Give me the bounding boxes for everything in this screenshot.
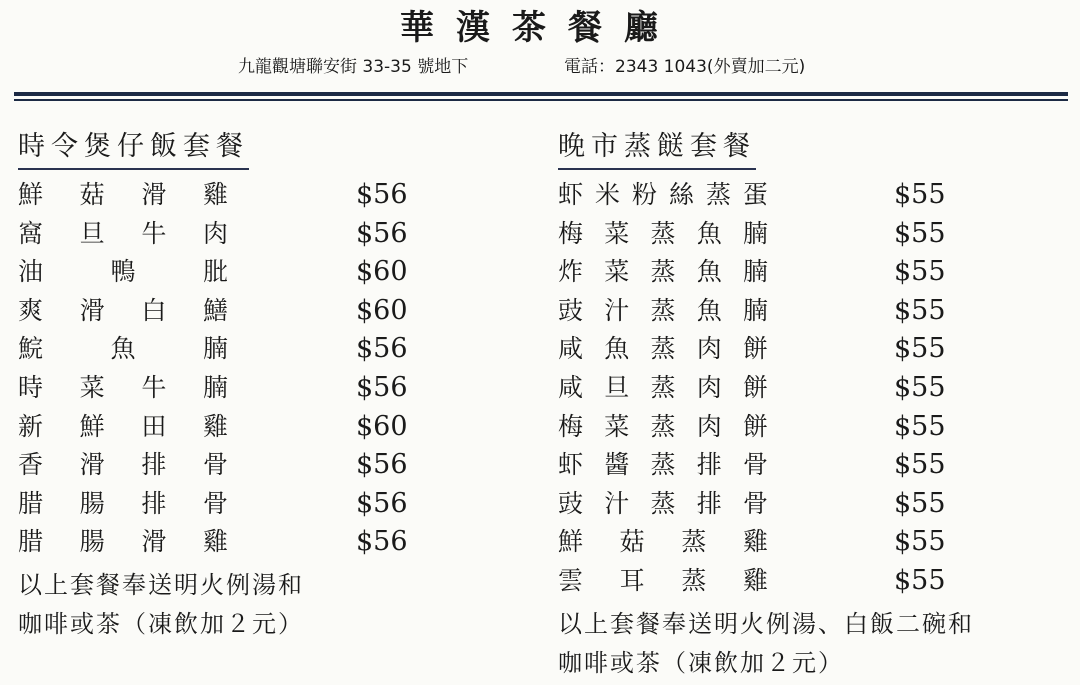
menu-item-name-char: 鮮: [79, 411, 105, 441]
menu-item-name-char: 雞: [202, 527, 228, 557]
menu-item-name-char: 雞: [742, 565, 768, 595]
menu-item-price: $55: [894, 179, 946, 210]
menu-item-name-char: 耳: [619, 565, 645, 595]
menu-item: [558, 253, 1058, 292]
menu-item-name-char: 腸: [79, 488, 105, 518]
menu-item: [558, 446, 1058, 485]
menu-item: [18, 176, 488, 215]
menu-item-price: $60: [356, 294, 408, 326]
menu-item-name-char: 菜: [604, 218, 630, 248]
menu-item-price: $56: [356, 526, 408, 558]
menu-item: [558, 330, 1058, 369]
menu-item-name-char: 腩: [202, 372, 228, 402]
menu-item-price: $56: [356, 333, 408, 365]
section-note-line1: 以上套餐奉送明火例湯、白飯二碗和: [558, 609, 974, 638]
menu-item-name-char: 鮮: [18, 180, 44, 209]
menu-item-name-char: 牛: [141, 218, 167, 248]
menu-item-name-char: 肶: [202, 257, 228, 287]
menu-item-name: [18, 446, 228, 484]
menu-item-name: [558, 253, 768, 291]
menu-item-price: $55: [894, 526, 946, 558]
menu-item-name-char: 新: [18, 411, 44, 441]
menu-item-name-char: 雞: [742, 527, 768, 557]
menu-item-name-char: 虾: [558, 450, 584, 480]
menu-item-name-char: 餅: [742, 411, 768, 441]
section-title: 晚市蒸餸套餐: [558, 128, 756, 170]
menu-item-name-char: 雞: [202, 411, 228, 441]
menu-item-name-char: 田: [141, 411, 167, 441]
menu-item-name-char: 排: [141, 450, 167, 480]
menu-item: [18, 446, 488, 485]
menu-item: [18, 253, 488, 292]
menu-item-name-char: 魚: [604, 334, 630, 364]
menu-item-price: $60: [356, 256, 408, 288]
menu-item-name-char: 咸: [558, 334, 584, 364]
menu-item-name-char: 肉: [696, 372, 722, 402]
menu-item-list: [558, 176, 1058, 601]
menu-item-price: $60: [356, 410, 408, 442]
menu-item-name-char: 菇: [619, 527, 645, 557]
menu-item-name-char: 蒸: [650, 372, 676, 402]
menu-item-name-char: 腊: [18, 488, 44, 518]
menu-item-name-char: 菜: [604, 257, 630, 287]
menu-item-name-char: 菇: [79, 180, 105, 209]
menu-item: [558, 369, 1058, 408]
menu-item-name-char: 梅: [558, 218, 584, 248]
menu-item-name-char: 蒸: [650, 411, 676, 441]
menu-item-price: $56: [356, 371, 408, 403]
menu-item-name-char: 蒸: [650, 488, 676, 518]
menu-item-name-char: 骨: [202, 488, 228, 518]
menu-item: [558, 215, 1058, 254]
menu-item-name-char: 豉: [558, 295, 584, 325]
menu-item-name-char: 白: [141, 295, 167, 325]
menu-item-name-char: 排: [141, 488, 167, 518]
menu-item-name-char: 腩: [202, 334, 228, 364]
menu-item-name: [18, 292, 228, 330]
steamed-dish-section: [558, 128, 1058, 683]
menu-item-name: [558, 176, 768, 214]
menu-item-name: [558, 330, 768, 368]
menu-item-name: [18, 369, 228, 407]
claypot-rice-section: [18, 128, 488, 644]
menu-item: [18, 215, 488, 254]
menu-item-name-char: 骨: [742, 488, 768, 518]
menu-item-name: [558, 485, 768, 523]
menu-item-name-char: 排: [696, 488, 722, 518]
restaurant-name: 華漢茶餐廳: [400, 8, 680, 48]
menu-item-name-char: 腊: [18, 527, 44, 557]
menu-item-name-char: 肉: [202, 218, 228, 248]
menu-item-price: $56: [356, 449, 408, 481]
section-note-line2: 咖啡或茶（凍飲加２元）: [18, 609, 304, 638]
menu-item-name-char: 骨: [202, 450, 228, 480]
menu-item-name-char: 腸: [79, 527, 105, 557]
menu-item-name: [558, 446, 768, 484]
menu-item-name: [18, 523, 228, 561]
menu-item-name-char: 腩: [742, 257, 768, 287]
menu-item-name-char: 餅: [742, 334, 768, 364]
menu-item-name-char: 豉: [558, 488, 584, 518]
menu-item-list: [18, 176, 488, 562]
menu-item-name-char: 米: [594, 180, 620, 209]
menu-item-name: [558, 523, 768, 561]
menu-item-name-char: 汁: [604, 295, 630, 325]
menu-item-price: $55: [894, 487, 946, 519]
section-title: 時令煲仔飯套餐: [18, 128, 249, 170]
menu-item: [558, 408, 1058, 447]
menu-item-name-char: 虾: [558, 180, 584, 209]
menu-item-name-char: 粉: [631, 180, 657, 209]
menu-item-name-char: 菜: [79, 372, 105, 402]
menu-item: [558, 523, 1058, 562]
menu-item-name-char: 蒸: [705, 180, 731, 209]
menu-item-name-char: 魚: [696, 257, 722, 287]
menu-item-name-char: 炸: [558, 257, 584, 287]
menu-item: [558, 485, 1058, 524]
menu-item-name-char: 雞: [202, 180, 228, 209]
menu-item-name-char: 滑: [79, 450, 105, 480]
menu-item: [18, 292, 488, 331]
menu-item-name-char: 梅: [558, 411, 584, 441]
menu-item-name-char: 雲: [558, 565, 584, 595]
menu-item: [558, 562, 1058, 601]
menu-item-name-char: 滑: [141, 527, 167, 557]
menu-item-price: $55: [894, 217, 946, 249]
menu-item-price: $56: [356, 217, 408, 249]
menu-item-price: $55: [894, 410, 946, 442]
menu-item-price: $55: [894, 333, 946, 365]
menu-item: [558, 292, 1058, 331]
menu-item-name-char: 旦: [79, 218, 105, 248]
menu-item-name-char: 餅: [742, 372, 768, 402]
menu-item: [18, 369, 488, 408]
menu-item-name: [558, 408, 768, 446]
menu-item-name-char: 鮮: [558, 527, 584, 557]
menu-item-name-char: 鱔: [202, 295, 228, 325]
menu-item-name-char: 蛋: [742, 180, 768, 209]
menu-item: [558, 176, 1058, 215]
menu-item-name: [558, 562, 768, 600]
menu-item-name: [558, 292, 768, 330]
menu-item-name: [18, 253, 228, 291]
menu-item-name-char: 腩: [742, 218, 768, 248]
menu-item-name-char: 腩: [742, 295, 768, 325]
menu-item: [18, 485, 488, 524]
menu-item-price: $55: [894, 371, 946, 403]
menu-item-name-char: 醬: [604, 450, 630, 480]
menu-item-name-char: 蒸: [681, 527, 707, 557]
menu-item: [18, 330, 488, 369]
menu-item-name-char: 蒸: [650, 257, 676, 287]
menu-item-name: [18, 485, 228, 523]
menu-item-name-char: 絲: [668, 180, 694, 209]
menu-item-name-char: 肉: [696, 411, 722, 441]
menu-item-name-char: 旦: [604, 372, 630, 402]
restaurant-phone: 電話：2343 1043(外賣加二元): [564, 57, 806, 77]
menu-item-name-char: 魚: [696, 218, 722, 248]
menu-item-name-char: 蒸: [681, 565, 707, 595]
menu-item-name: [18, 215, 228, 253]
menu-item-price: $55: [894, 256, 946, 288]
menu-item-name-char: 蒸: [650, 295, 676, 325]
menu-item-name-char: 汁: [604, 488, 630, 518]
menu-item-name-char: 排: [696, 450, 722, 480]
menu-item-name-char: 蒸: [650, 334, 676, 364]
menu-item-price: $56: [356, 487, 408, 519]
menu-item-price: $55: [894, 564, 946, 596]
menu-item-name-char: 油: [18, 257, 44, 287]
menu-item-name-char: 鯇: [18, 334, 44, 364]
menu-item-name: [18, 408, 228, 446]
menu-item: [18, 408, 488, 447]
menu-item-name-char: 菜: [604, 411, 630, 441]
menu-item-name-char: 蒸: [650, 218, 676, 248]
section-note-line1: 以上套餐奉送明火例湯和: [18, 570, 304, 599]
menu-item-name-char: 滑: [79, 295, 105, 325]
menu-item-name-char: 骨: [742, 450, 768, 480]
menu-item-name-char: 爽: [18, 295, 44, 325]
menu-item-price: $55: [894, 294, 946, 326]
menu-item-name-char: 牛: [141, 372, 167, 402]
menu-item-name-char: 滑: [141, 180, 167, 209]
menu-item-price: $56: [356, 179, 408, 210]
menu-item-name-char: 鴨: [110, 257, 136, 287]
menu-item-name-char: 肉: [696, 334, 722, 364]
header-divider-thick: [14, 92, 1068, 96]
header-divider-thin: [14, 99, 1068, 101]
menu-item-name-char: 時: [18, 372, 44, 402]
menu-item-name-char: 魚: [696, 295, 722, 325]
menu-item-name-char: 窩: [18, 218, 44, 248]
menu-item-name: [18, 176, 228, 214]
menu-item-name: [558, 215, 768, 253]
menu-item-name-char: 香: [18, 450, 44, 480]
restaurant-address: 九龍觀塘聯安街 33-35 號地下: [238, 57, 469, 77]
menu-item-price: $55: [894, 449, 946, 481]
menu-item-name: [18, 330, 228, 368]
menu-item-name: [558, 369, 768, 407]
section-note-line2: 咖啡或茶（凍飲加２元）: [558, 648, 844, 677]
menu-item-name-char: 蒸: [650, 450, 676, 480]
menu-item-name-char: 咸: [558, 372, 584, 402]
menu-item: [18, 523, 488, 562]
menu-item-name-char: 魚: [110, 334, 136, 364]
